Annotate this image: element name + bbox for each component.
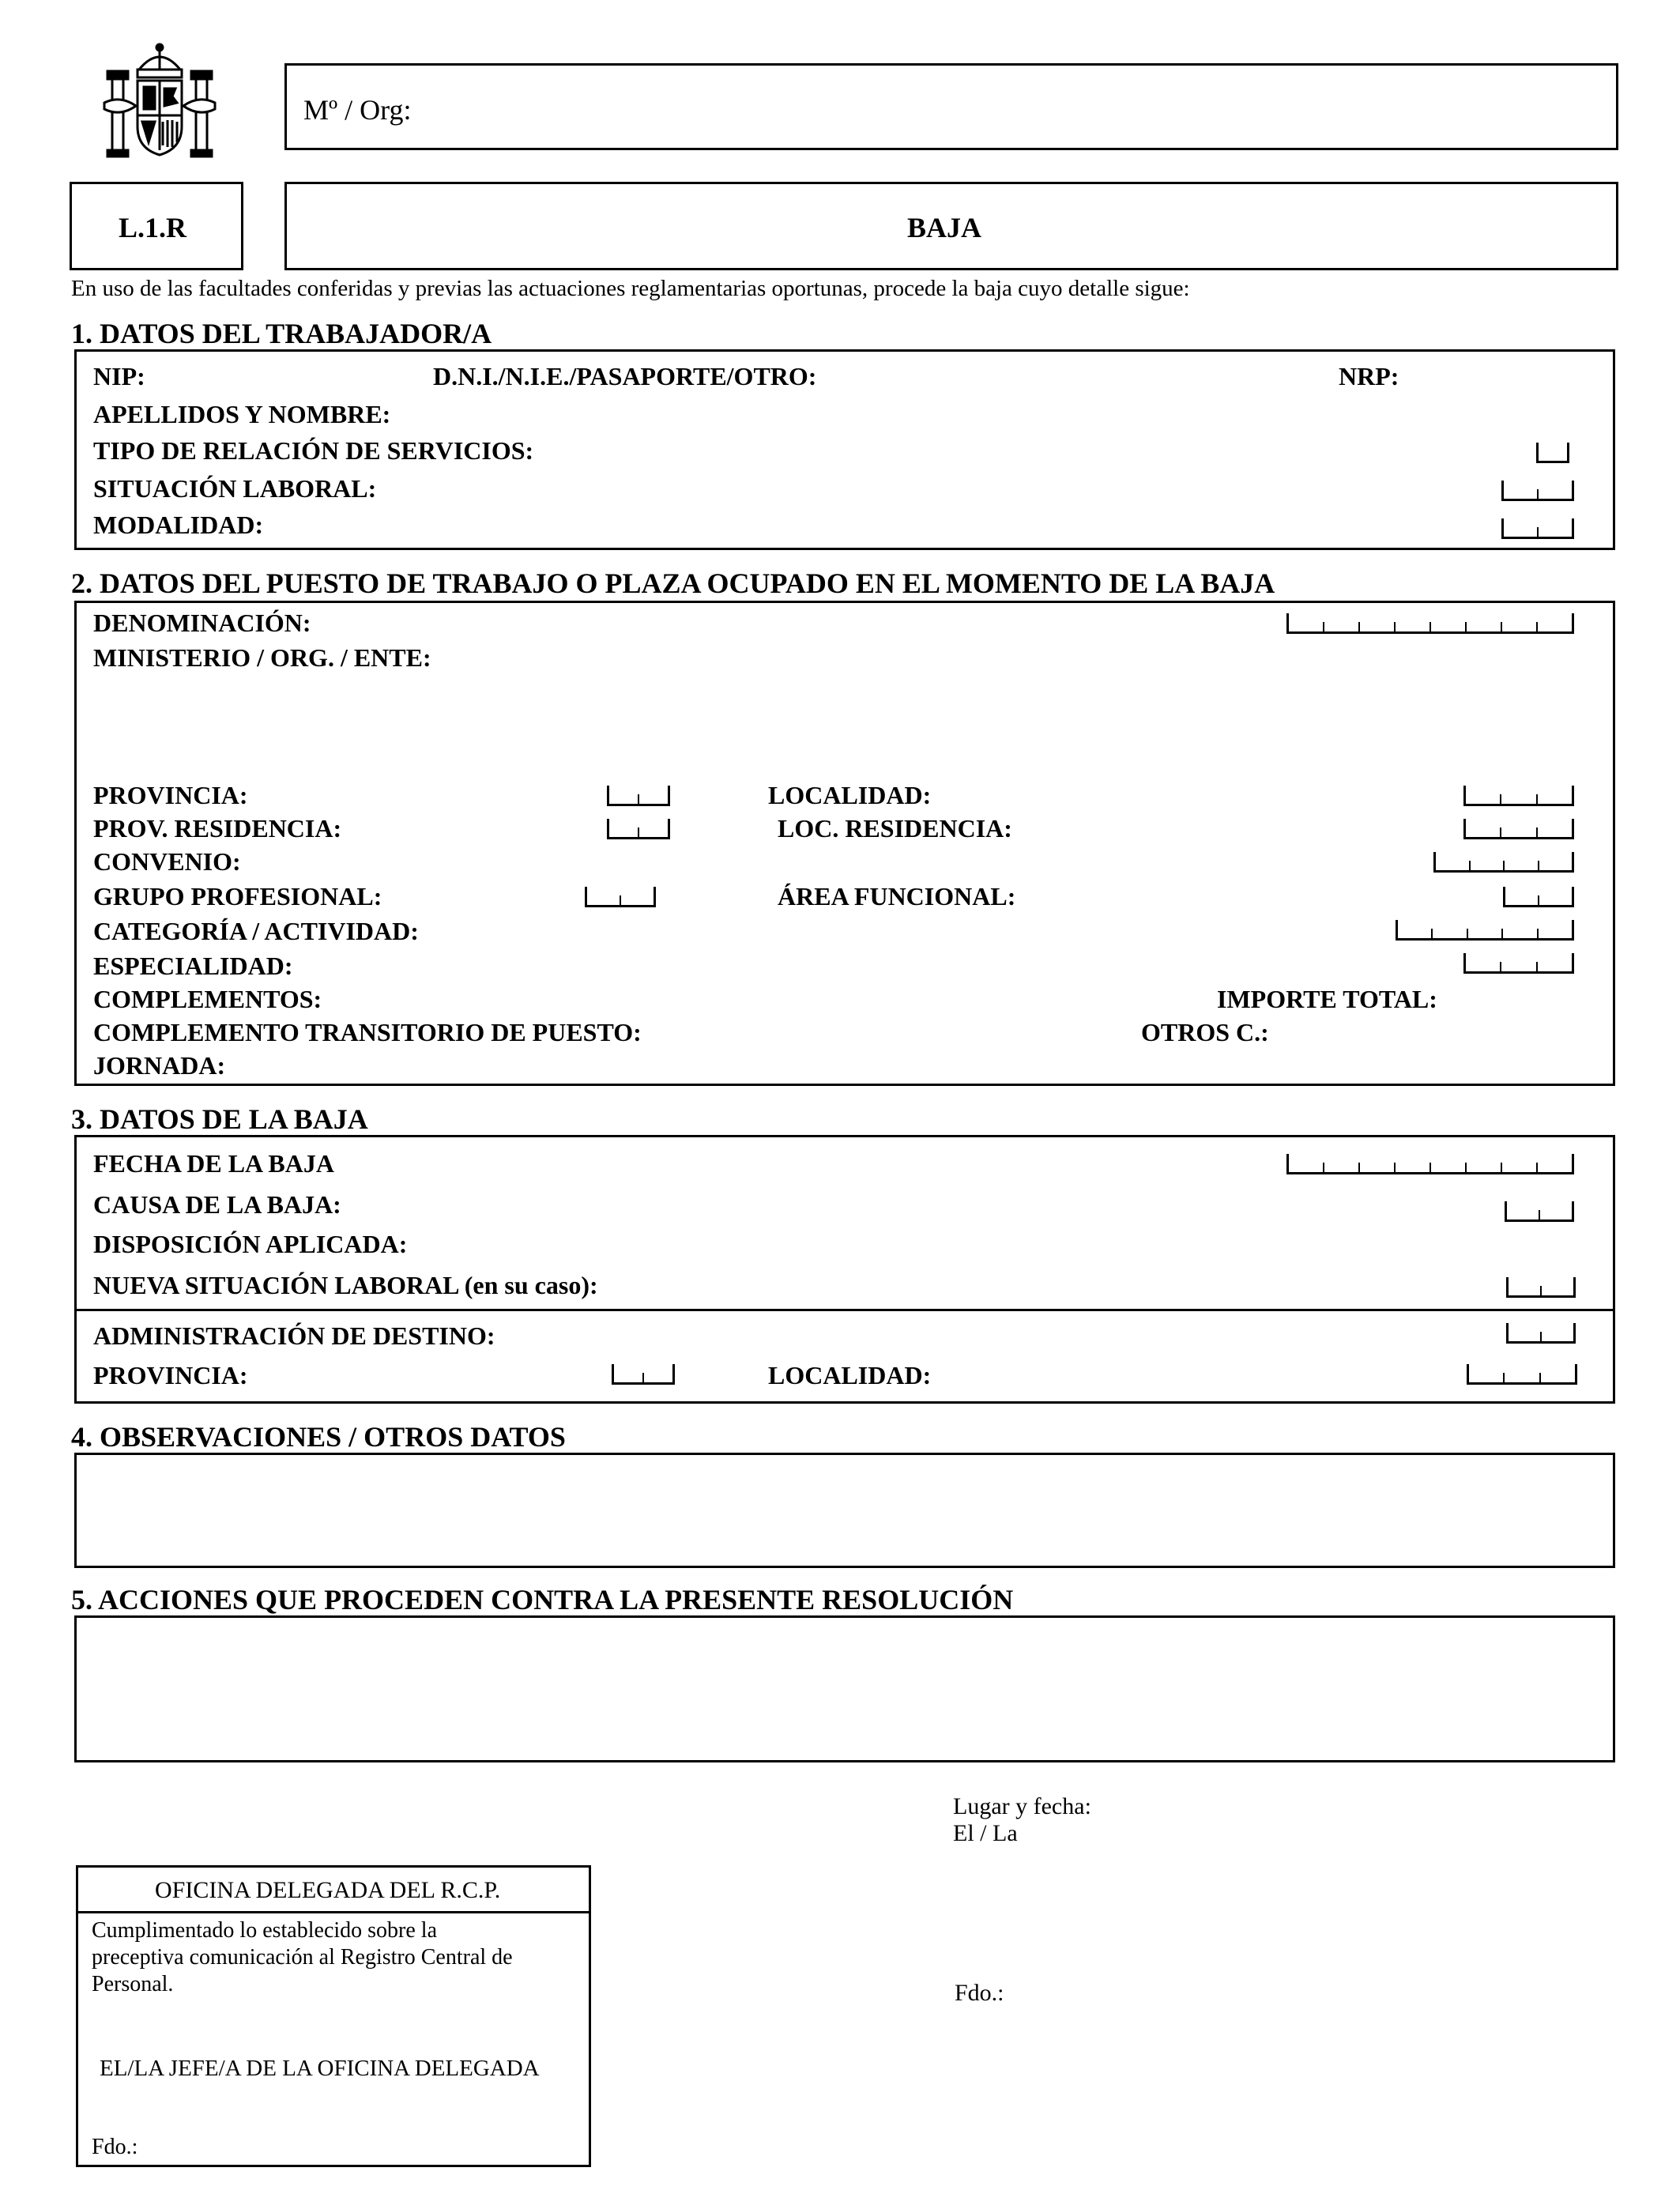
grupo-profesional-cells[interactable] [585,887,656,907]
situacion-cells[interactable] [1501,481,1574,501]
nrp-label: NRP: [1339,362,1399,390]
lugar-fecha-label: Lugar y fecha: [953,1793,1091,1819]
causa-baja-label: CAUSA DE LA BAJA: [93,1190,341,1219]
section-3-title: 3. DATOS DE LA BAJA [71,1103,368,1135]
disposicion-label: DISPOSICIÓN APLICADA: [93,1230,408,1258]
otros-c-label: OTROS C.: [1141,1018,1269,1046]
oficina-jefe-label: EL/LA JEFE/A DE LA OFICINA DELEGADA [100,2056,540,2081]
intro-text: En uso de las facultades conferidas y previas las actuaciones reglamentarias oportunas, procede la baja cuyo detalle sigue: [71,276,1190,301]
nueva-situacion-cells[interactable] [1506,1277,1576,1298]
denominacion-cells[interactable] [1286,613,1574,634]
oficina-text-line-2: preceptiva comunicación al Registro Central de [92,1945,513,1970]
provincia-destino-label: PROVINCIA: [93,1361,248,1389]
complementos-label: COMPLEMENTOS: [93,985,322,1013]
acciones-box[interactable] [74,1615,1615,1762]
area-funcional-label: ÁREA FUNCIONAL: [778,882,1016,910]
loc-residencia-cells[interactable] [1463,819,1574,839]
grupo-profesional-label: GRUPO PROFESIONAL: [93,882,382,910]
dni-label: D.N.I./N.I.E./PASAPORTE/OTRO: [433,362,817,390]
denominacion-label: DENOMINACIÓN: [93,609,311,637]
coat-of-arms-logo [101,40,218,163]
form-title: BAJA [907,212,982,243]
apellidos-label: APELLIDOS Y NOMBRE: [93,400,391,428]
categoria-label: CATEGORÍA / ACTIVIDAD: [93,917,419,945]
fecha-baja-cells[interactable] [1286,1154,1574,1174]
oficina-fdo-label: Fdo.: [92,2135,138,2159]
convenio-cells[interactable] [1433,852,1574,873]
modalidad-cells[interactable] [1501,518,1574,539]
provincia-destino-cells[interactable] [612,1364,675,1385]
jornada-label: JORNADA: [93,1051,226,1080]
categoria-cells[interactable] [1396,920,1574,941]
complemento-transitorio-label: COMPLEMENTO TRANSITORIO DE PUESTO: [93,1018,642,1046]
section-4-title: 4. OBSERVACIONES / OTROS DATOS [71,1421,566,1453]
localidad-destino-label: LOCALIDAD: [768,1361,932,1389]
signature-fdo-label: Fdo.: [955,1980,1004,2006]
el-la-label: El / La [953,1820,1018,1846]
section-1-title: 1. DATOS DEL TRABAJADOR/A [71,318,492,349]
org-label: Mº / Org: [303,94,412,126]
localidad-destino-cells[interactable] [1467,1364,1577,1385]
tipo-relacion-cells[interactable] [1536,443,1569,463]
provincia-label: PROVINCIA: [93,781,248,809]
localidad-label: LOCALIDAD: [768,781,932,809]
prov-residencia-cells[interactable] [607,819,670,839]
nip-label: NIP: [93,362,145,390]
oficina-text-line-1: Cumplimentado lo establecido sobre la [92,1918,438,1943]
observaciones-box[interactable] [74,1453,1615,1568]
modalidad-label: MODALIDAD: [93,511,264,539]
nueva-situacion-label: NUEVA SITUACIÓN LABORAL (en su caso): [93,1271,598,1299]
ministerio-label: MINISTERIO / ORG. / ENTE: [93,643,431,672]
administracion-label: ADMINISTRACIÓN DE DESTINO: [93,1321,495,1350]
administracion-cells[interactable] [1506,1323,1576,1344]
causa-baja-cells[interactable] [1505,1201,1574,1222]
prov-residencia-label: PROV. RESIDENCIA: [93,814,342,843]
section-2-title: 2. DATOS DEL PUESTO DE TRABAJO O PLAZA OCUPADO EN EL MOMENTO DE LA BAJA [71,567,1275,599]
convenio-label: CONVENIO: [93,847,241,876]
tipo-relacion-label: TIPO DE RELACIÓN DE SERVICIOS: [93,436,534,465]
section-5-title: 5. ACCIONES QUE PROCEDEN CONTRA LA PRESENTE RESOLUCIÓN [71,1584,1014,1615]
section-3-divider [74,1309,1615,1311]
especialidad-label: ESPECIALIDAD: [93,952,293,980]
localidad-cells[interactable] [1463,786,1574,806]
provincia-cells[interactable] [607,786,670,806]
oficina-divider [76,1911,591,1913]
oficina-title: OFICINA DELEGADA DEL R.C.P. [155,1877,501,1903]
oficina-text-line-3: Personal. [92,1972,174,1996]
org-box[interactable] [284,63,1618,150]
importe-total-label: IMPORTE TOTAL: [1217,985,1437,1013]
especialidad-cells[interactable] [1463,953,1574,974]
area-funcional-cells[interactable] [1503,887,1574,907]
form-code: L.1.R [119,212,187,243]
fecha-baja-label: FECHA DE LA BAJA [93,1149,334,1178]
situacion-label: SITUACIÓN LABORAL: [93,474,377,503]
loc-residencia-label: LOC. RESIDENCIA: [778,814,1012,843]
